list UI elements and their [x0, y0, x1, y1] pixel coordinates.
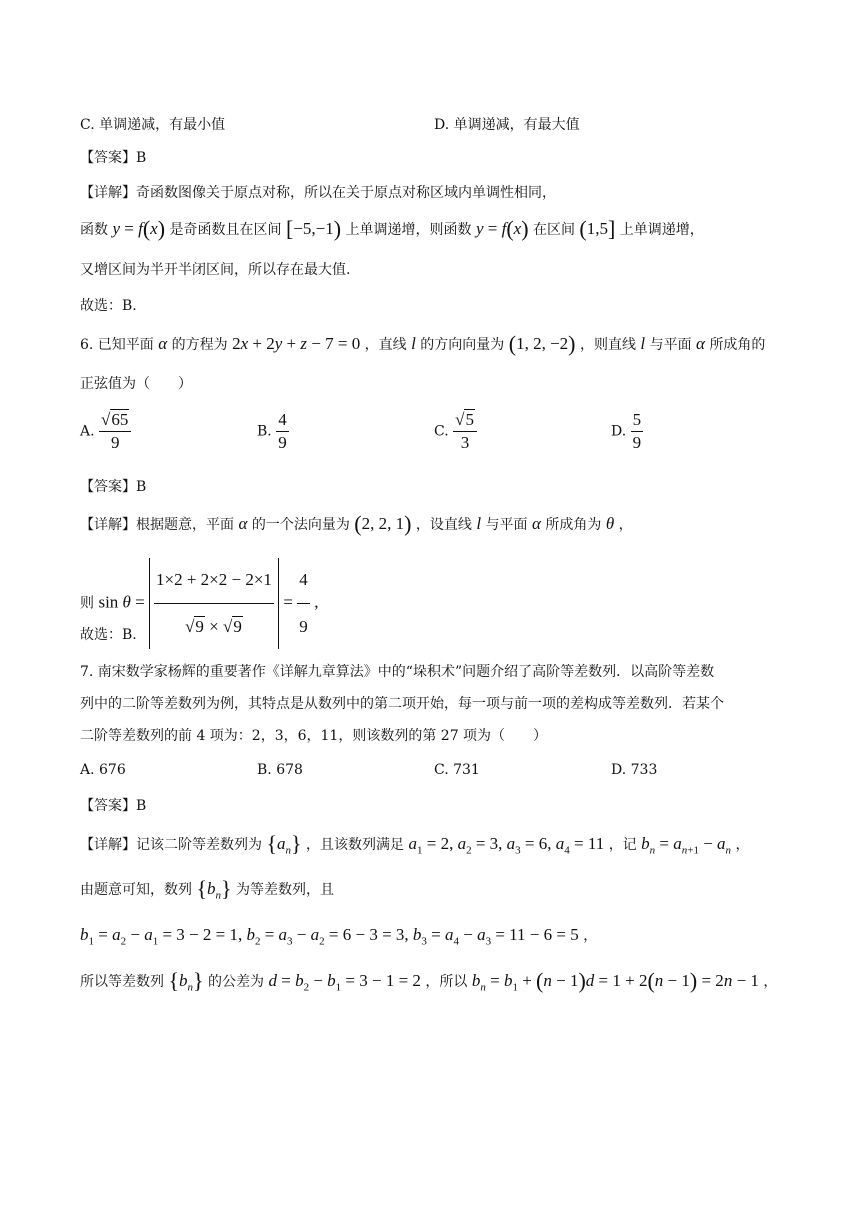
- detail-text: ，记: [608, 837, 637, 853]
- formula: $\{b_n\}$: [196, 876, 232, 902]
- detail-text: 在区间: [532, 222, 575, 238]
- option-b: [257, 410, 289, 453]
- detail-text: ，所以: [425, 974, 468, 990]
- option-d: D. 单调递减，有最大值: [434, 117, 580, 133]
- detail-text: 的一个法向量为: [251, 517, 350, 533]
- question-stem: [80, 331, 766, 356]
- detail-text: 由题意可知，数列: [80, 882, 192, 898]
- formula: $\{a_n\}$: [266, 831, 302, 857]
- detail-line: 【详解】奇函数图像关于原点对称，所以在关于原点对称区域内单调性相同，: [80, 185, 556, 201]
- stem-text: 的方程为: [171, 337, 228, 353]
- stem-text: ，直线: [364, 337, 407, 353]
- calc-line: 则 sin θ = $\frac{1\times 2 + 2\times 2 - 2\times 1}{√9 \times √9}$ = $\frac{4}{9}$ ,: [80, 558, 318, 649]
- formula: y = f(x): [475, 216, 529, 241]
- formula: α: [158, 334, 168, 353]
- detail-text: 则: [80, 595, 94, 612]
- formula: θ: [605, 514, 615, 533]
- detail-text: ，: [763, 974, 778, 990]
- choice-line: 故选：B.: [80, 627, 137, 643]
- formula: $b_1 = a_2 - a_1 = 3 - 2 = 1$, $b_2 = a_3 - a_2 = 6 - 3 = 3$, $b_3 = a_4 - a_3 = 11 - 6 = 5$: [80, 925, 579, 948]
- stem-text: 所成角的: [709, 337, 766, 353]
- option-c: [434, 410, 477, 453]
- option-c: C. 单调递减，有最小值: [80, 117, 226, 133]
- detail-text: 的公差为: [208, 974, 265, 990]
- detail-text: ，且该数列满足: [306, 837, 405, 853]
- detail-text: 是奇函数且在区间: [169, 222, 282, 238]
- formula: y = f(x): [112, 216, 166, 241]
- detail-text: ，: [618, 517, 633, 533]
- detail-text: 与平面: [485, 517, 528, 533]
- detail-line: [80, 968, 778, 997]
- fraction: $\frac{4}{9}$: [297, 558, 310, 649]
- stem-text: 6. 已知平面: [80, 337, 154, 353]
- answer-label: 【答案】B: [80, 479, 147, 495]
- question-stem: 7. 南宋数学家杨辉的重要著作《详解九章算法》中的“垛积术”问题介绍了高阶等差数列．以高阶等差数: [80, 664, 715, 680]
- formula: =: [283, 592, 298, 612]
- formula: (2, 2, 1): [354, 511, 412, 536]
- detail-text: 所以等差数列: [80, 974, 164, 990]
- detail-line: [80, 216, 704, 241]
- option-label: B.: [257, 423, 272, 440]
- detail-text: 所成角为: [545, 517, 602, 533]
- formula: (1, 2, −2): [508, 331, 576, 356]
- answer-label: 【答案】B: [80, 150, 147, 166]
- fraction: $\frac{√65}{9}$: [99, 410, 131, 453]
- fraction: $\frac{5}{9}$: [632, 410, 642, 452]
- stem-text: 与平面: [649, 337, 692, 353]
- question-stem: 列中的二阶等差数列为例，其特点是从数列中的第二项开始，每一项与前一项的差构成等差数列．若某个: [80, 696, 724, 712]
- fraction: $\frac{√5}{3}$: [453, 410, 477, 453]
- detail-text: 上单调递增，: [619, 222, 704, 238]
- formula: l: [476, 514, 482, 533]
- option-a: [80, 410, 131, 453]
- option-c: C. 731: [434, 762, 480, 778]
- formula: [−5,−1): [285, 216, 342, 241]
- detail-text: ，: [735, 837, 750, 853]
- calc-line: $b_1 = a_2 - a_1 = 3 - 2 = 1$, $b_2 = a_3 - a_2 = 6 - 3 = 3$, $b_3 = a_4 - a_3 = 11 - 6 = 5$ ，: [80, 925, 598, 948]
- stem-text: 的方向向量为: [420, 337, 505, 353]
- detail-text: 为等差数列，且: [236, 882, 335, 898]
- detail-line: [80, 876, 335, 905]
- formula: 2x + 2y + z − 7 = 0: [232, 334, 361, 353]
- detail-line: [80, 511, 633, 536]
- formula: l: [640, 334, 646, 353]
- formula: α: [238, 514, 248, 533]
- question-stem: 二阶等差数列的前 4 项为：2，3，6，11，则该数列的第 27 项为（ ）: [80, 728, 548, 744]
- formula: $b_n = a_{n+1} - a_n$: [641, 834, 732, 857]
- formula: l: [411, 334, 416, 353]
- formula: (1,5]: [579, 216, 616, 241]
- formula: $b_n = b_1 + (n - 1)d = 1 + 2(n - 1) = 2n - 1$: [471, 968, 759, 994]
- detail-text: 上单调递增，则函数: [345, 222, 472, 238]
- choice-line: 故选：B.: [80, 298, 137, 314]
- absolute-value: $\frac{1\times 2 + 2\times 2 - 2\times 1}{√9 \times √9}$: [149, 558, 279, 649]
- question-stem: 正弦值为（ ）: [80, 376, 192, 392]
- option-a: A. 676: [80, 762, 126, 778]
- detail-text: ，设直线: [415, 517, 472, 533]
- stem-text: ，则直线: [579, 337, 636, 353]
- formula: $d = b_2 - b_1 = 3 - 1 = 2$: [268, 971, 421, 994]
- answer-label: 【答案】B: [80, 798, 147, 814]
- option-d: [611, 410, 643, 453]
- option-d: D. 733: [611, 762, 658, 778]
- option-label: D.: [611, 423, 627, 440]
- formula: $a_1 = 2$, $a_2 = 3$, $a_3 = 6$, $a_4 = 11$: [408, 834, 605, 857]
- option-label: A.: [80, 423, 95, 440]
- detail-line: 又增区间为半开半闭区间，所以存在最大值.: [80, 262, 351, 278]
- formula: $\{b_n\}$: [168, 968, 204, 994]
- detail-text: 【详解】记该二阶等差数列为: [80, 837, 262, 853]
- formula: sin θ =: [98, 592, 149, 612]
- option-b: B. 678: [257, 762, 303, 778]
- formula: α: [532, 514, 541, 533]
- fraction: $\frac{4}{9}$: [278, 410, 287, 452]
- detail-line: [80, 831, 750, 860]
- option-label: C.: [434, 423, 449, 440]
- detail-text: 【详解】根据题意，平面: [80, 517, 234, 533]
- formula: α: [696, 334, 705, 353]
- detail-text: 函数: [80, 222, 108, 238]
